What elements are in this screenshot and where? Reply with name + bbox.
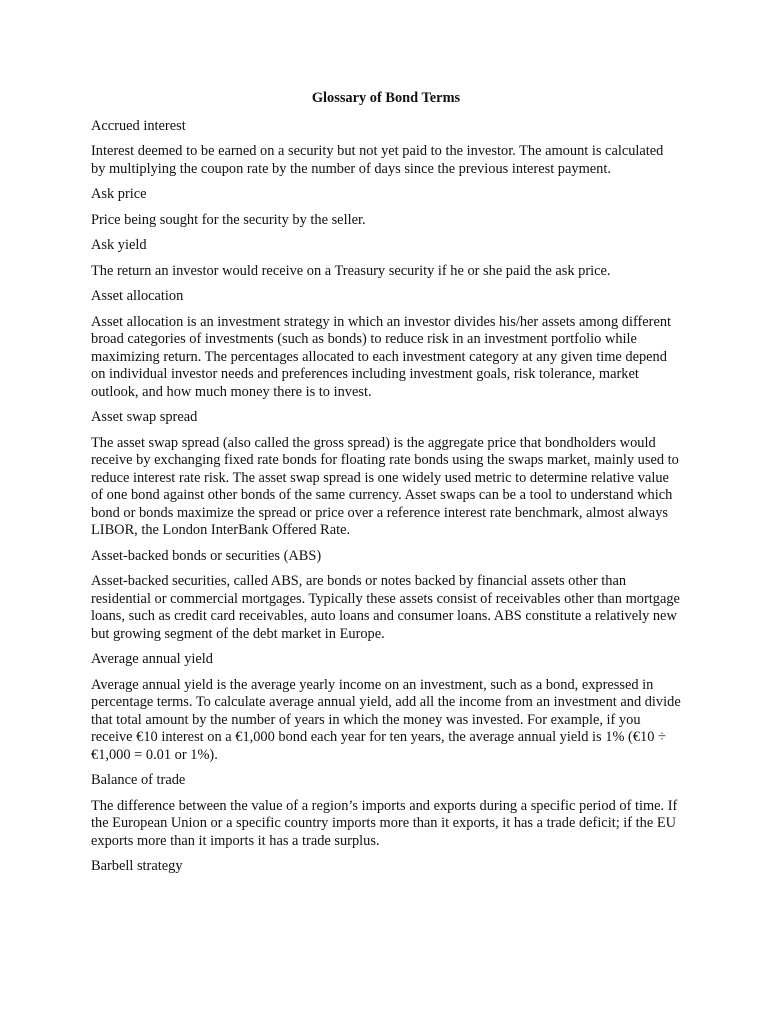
glossary-term: Accrued interest [91,117,186,134]
glossary-term: Ask yield [91,237,147,253]
glossary-term: Barbell strategy [91,858,183,874]
glossary-entry-asset-backed [91,548,681,644]
glossary-definition: Interest deemed to be earned on a security but not yet paid to the investor. The amount is calculated by multiplying the coupon rate by the number of days since the previous interest payment. [91,143,664,177]
glossary-entry-barbell-strategy [91,858,681,876]
glossary-term: Asset-backed bonds or securities (ABS) [91,547,322,564]
glossary-definition: Asset-backed securities, called ABS, are bonds or notes backed by financial assets other than residential or commercial mortgages. Typically these assets consist of receivables other than mortgage loans, such as credit card receivables, auto loans and consumer loans. ABS constitute a relatively new but growing segment of the debt market in Europe. [91,573,680,642]
document-page [91,90,681,884]
glossary-definition: Price being sought for the security by the seller. [91,211,366,228]
glossary-definition: Average annual yield is the average yearly income on an investment, such as a bond, expressed in percentage terms. To calculate average annual yield, add all the income from an investment and divide that total amount by the number of years in which the money was invested. For example, if you receive €10 interest on a €1,000 bond each year for ten years, the average annual yield is 1% (€10 ÷ €1,000 = 0.01 or 1%). [91,676,681,763]
document-title: Glossary of Bond Terms [311,90,461,106]
glossary-entry-average-annual-yield [91,651,681,764]
glossary-entry-asset-allocation [91,288,681,401]
glossary-term: Balance of trade [91,772,186,788]
glossary-term: Average annual yield [91,651,213,667]
glossary-entry-asset-swap-spread [91,409,681,540]
glossary-definition: The return an investor would receive on a Treasury security if he or she paid the ask price. [91,262,611,279]
glossary-entry-ask-yield [91,237,681,280]
glossary-definition: The difference between the value of a region’s imports and exports during a specific period of time. If the European Union or a specific country imports more than it exports, it has a trade deficit; if the EU exports more than it imports it has a trade surplus. [91,797,678,849]
glossary-term: Asset allocation [91,288,184,304]
glossary-entry-balance-of-trade [91,772,681,850]
glossary-term: Ask price [91,186,147,202]
glossary-term: Asset swap spread [91,409,198,425]
glossary-definition: Asset allocation is an investment strategy in which an investor divides his/her assets among different broad categories of investments (such as bonds) to reduce risk in an investment portfolio while maximizing return. The percentages allocated to each investment category at any given time depend on individual investor needs and preferences including investment goals, risk tolerance, market outlook, and how much money there is to invest. [91,313,672,400]
glossary-entry-accrued-interest [91,118,681,179]
glossary-entry-ask-price [91,186,681,229]
glossary-definition: The asset swap spread (also called the gross spread) is the aggregate price that bondholders would receive by exchanging fixed rate bonds for floating rate bonds using the swaps market, mainly used to reduce interest rate risk. The asset swap spread is one widely used metric to determine relative value of one bond against other bonds of the same currency. Asset swaps can be a tool to understand which bond or bonds maximize the spread or price over a reference interest rate benchmark, almost always LIBOR, the London InterBank Offered Rate. [91,434,679,538]
